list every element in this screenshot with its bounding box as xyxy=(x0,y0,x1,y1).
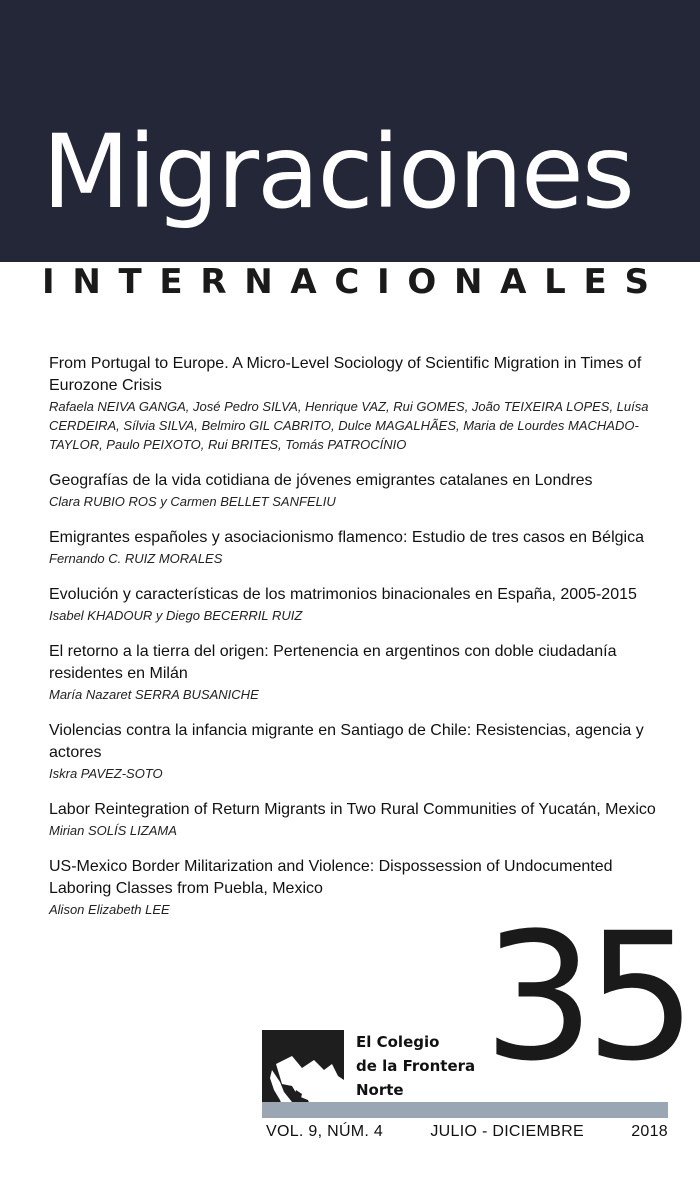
journal-subtitle: INTERNACIONALES xyxy=(42,262,667,302)
article-title: Geografías de la vida cotidiana de jóvenes emigrantes catalanes en Londres xyxy=(49,472,593,489)
issue-period: JULIO - DICIEMBRE xyxy=(430,1123,584,1140)
article-entry xyxy=(49,641,659,704)
issue-info xyxy=(266,1121,668,1143)
article-title: Labor Reintegration of Return Migrants in Two Rural Communities of Yucatán, Mexico xyxy=(49,801,656,818)
article-authors: María Nazaret SERRA BUSANICHE xyxy=(49,687,259,702)
article-authors: Mirian SOLÍS LIZAMA xyxy=(49,823,177,838)
issue-year: 2018 xyxy=(631,1123,668,1140)
article-authors: Fernando C. RUIZ MORALES xyxy=(49,551,223,566)
publisher-name xyxy=(356,1030,475,1102)
volume-number: VOL. 9, NÚM. 4 xyxy=(266,1123,384,1140)
article-title: El retorno a la tierra del origen: Pertenencia en argentinos con doble ciudadanía residentes en Milán xyxy=(49,643,617,682)
article-entry xyxy=(49,720,659,783)
article-entry xyxy=(49,584,659,625)
article-title: US-Mexico Border Militarization and Violence: Dispossession of Undocumented Laboring Classes from Puebla, Mexico xyxy=(49,858,613,897)
article-entry xyxy=(49,353,659,454)
article-authors: Iskra PAVEZ-SOTO xyxy=(49,766,163,781)
article-title: From Portugal to Europe. A Micro-Level Sociology of Scientific Migration in Times of Eurozone Crisis xyxy=(49,355,642,394)
article-entry xyxy=(49,527,659,568)
article-authors: Rafaela NEIVA GANGA, José Pedro SILVA, Henrique VAZ, Rui GOMES, João TEIXEIRA LOPES, Luísa CERDEIRA, Sílvia SILVA, Belmiro GIL CABRITO, Dulce MAGALHÃES, Maria de Lourdes MACHADO-TAYLOR, Paulo PEIXOTO, Rui BRITES, Tomás PATROCÍNIO xyxy=(49,399,649,452)
article-authors: Isabel KHADOUR y Diego BECERRIL RUIZ xyxy=(49,608,303,623)
accent-bar xyxy=(262,1102,668,1118)
issue-number: 35 xyxy=(483,895,687,1100)
article-title: Emigrantes españoles y asociacionismo flamenco: Estudio de tres casos en Bélgica xyxy=(49,529,644,546)
article-entry xyxy=(49,799,659,840)
article-authors: Alison Elizabeth LEE xyxy=(49,902,170,917)
article-authors: Clara RUBIO ROS y Carmen BELLET SANFELIU xyxy=(49,494,336,509)
publisher-line: El Colegio xyxy=(356,1033,440,1051)
article-title: Evolución y características de los matrimonios binacionales en España, 2005-2015 xyxy=(49,586,637,603)
journal-title: Migraciones xyxy=(42,113,633,232)
publisher-logo xyxy=(262,1030,344,1110)
publisher-line: de la Frontera xyxy=(356,1057,476,1075)
table-of-contents xyxy=(49,353,659,935)
article-title: Violencias contra la infancia migrante en Santiago de Chile: Resistencias, agencia y actores xyxy=(49,722,644,761)
publisher-line: Norte xyxy=(356,1081,404,1099)
border-map-icon xyxy=(262,1030,344,1110)
article-entry xyxy=(49,470,659,511)
